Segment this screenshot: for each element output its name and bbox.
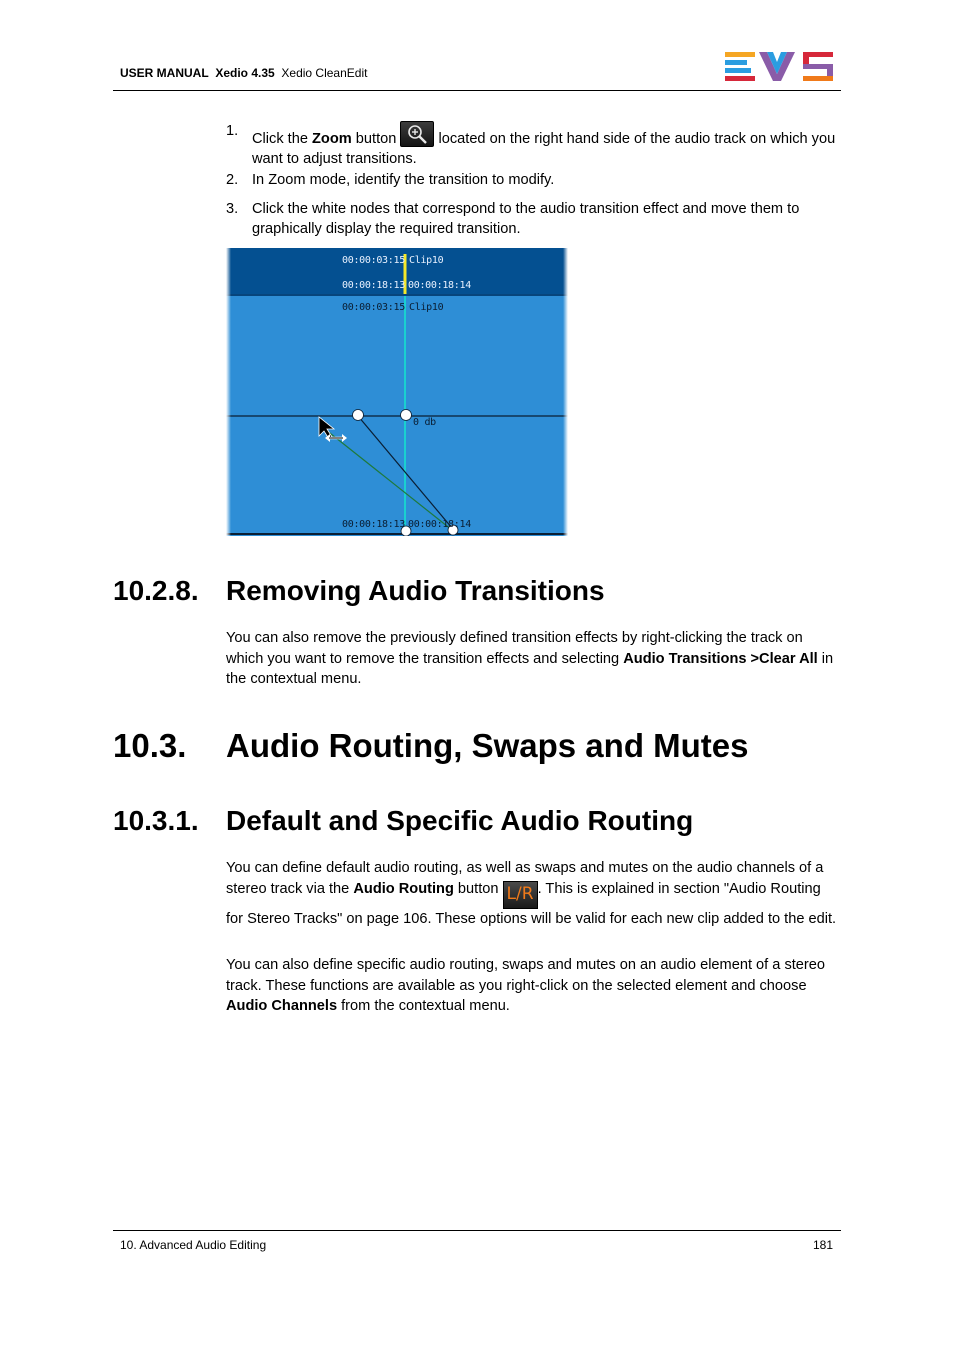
- page-number: 181: [812, 1238, 833, 1252]
- paragraph-removing-transitions: You can also remove the previously defined transition effects by right-clicking the track on which you want to remove the transition effects and selecting Audio Transitions >Clear All in the contextual menu.: [226, 630, 834, 687]
- section-number-10-3-1: 10.3.1.: [113, 805, 199, 836]
- step-2: [226, 170, 841, 190]
- step-1: [226, 121, 841, 167]
- transition-node: [401, 410, 412, 421]
- chapter-title-audio-routing: Audio Routing, Swaps and Mutes: [226, 727, 749, 764]
- step-text: Click the white nodes that correspond to the audio transition effect and move them to graphically display the required transition.: [252, 201, 800, 237]
- zoom-icon: [400, 121, 434, 147]
- clip-label-top: Clip10: [409, 255, 444, 266]
- running-header: [120, 66, 367, 80]
- header-product: Xedio 4.35: [215, 66, 275, 80]
- clip-label-main: Clip10: [409, 302, 444, 313]
- paragraph-default-routing: You can define default audio routing, as well as swaps and mutes on the audio channels of a stereo track via the Audio Routing button L/R . This is explained in section "Audio Routing for Stereo Tracks" on page 106. These options will be valid for each new clip added to the edit.: [226, 860, 837, 927]
- timecode-bottom: 00:00:18:13: [342, 519, 405, 530]
- step-text: Click the Zoom button located on the right hand side of the audio track on which you want to adjust transitions.: [252, 121, 842, 169]
- footer-rule: [113, 1230, 841, 1231]
- footer-chapter: 10. Advanced Audio Editing: [120, 1238, 267, 1252]
- section-title-default-specific-routing: Default and Specific Audio Routing: [226, 805, 694, 836]
- header-manual: USER MANUAL: [120, 66, 209, 80]
- audio-zoom-screenshot: [226, 248, 568, 536]
- step-number: 1.: [226, 123, 239, 139]
- chapter-number-10-3: 10.3.: [113, 727, 187, 764]
- timecode-top-1: 00:00:03:15: [342, 255, 405, 266]
- paragraph-specific-routing: You can also define specific audio routing, swaps and mutes on an audio element of a stereo track. These functions are available as you right-click on the selected element and choose Audio Channels from the contextual menu.: [226, 957, 826, 1014]
- timecode-bottom-2: 00:00:18:14: [408, 519, 471, 530]
- mouse-pointer: [319, 417, 334, 439]
- transition-node: [353, 410, 364, 421]
- section-title-removing-audio-transitions: Removing Audio Transitions: [226, 575, 605, 606]
- section-number-10-2-8: 10.2.8.: [113, 575, 199, 606]
- evs-logo: [725, 52, 835, 82]
- timecode-main: 00:00:03:15: [342, 302, 405, 313]
- step-number: 3.: [226, 201, 239, 217]
- step-3: [226, 199, 841, 239]
- header-rule: [113, 90, 841, 91]
- step-number: 2.: [226, 172, 239, 188]
- step-text: In Zoom mode, identify the transition to modify.: [252, 172, 555, 188]
- db-label: 0 db: [413, 417, 436, 428]
- timecode-top-2b: 00:00:18:14: [408, 280, 471, 291]
- audio-routing-lr-icon: L/R: [503, 881, 538, 909]
- timecode-top-2: 00:00:18:13: [342, 280, 405, 291]
- header-module: Xedio CleanEdit: [281, 66, 368, 80]
